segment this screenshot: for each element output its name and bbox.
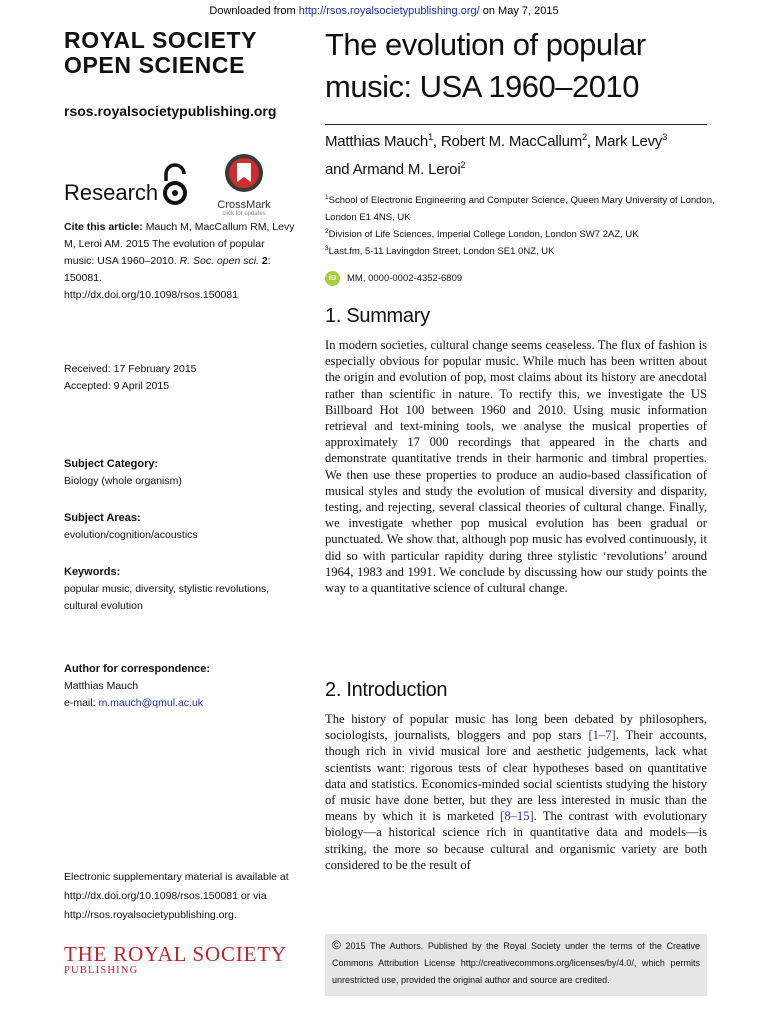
cite-pages: : 150081.	[64, 255, 271, 284]
download-suffix: on May 7, 2015	[479, 5, 559, 17]
author-separator: ,	[432, 133, 441, 150]
author-list	[325, 128, 715, 184]
download-link[interactable]: http://rsos.royalsocietypublishing.org/	[298, 5, 480, 17]
article-type-label: Research	[64, 180, 159, 205]
affiliations	[325, 192, 715, 260]
correspondence-label: Author for correspondence:	[64, 663, 211, 675]
subject-areas-value: evolution/cognition/acoustics	[64, 529, 198, 541]
license-box	[325, 934, 707, 996]
crossmark-icon	[224, 152, 264, 194]
license-text: 2015 The Authors. Published by the Royal Society under the terms of the Creative Commons Attribution License http://creativecommons.org/licenses/by/4.0/, which permits unrestricted use, provided the original author and source are credited.	[332, 941, 700, 985]
intro-text-part: . Their accounts, though rich in vivid musical lore and aesthetic judgements, lack what scientists want: rigorous tests of clear hypotheses based on quantitative data and statistics. Economics-minded social scientists studying the history of music have done better, but they are less interested in music than the means by which it is marketed	[325, 728, 708, 824]
reference-link[interactable]: [1–7]	[588, 728, 616, 743]
download-notice	[0, 5, 768, 17]
cite-journal: R. Soc. open sci.	[179, 255, 259, 267]
cite-doi[interactable]: http://dx.doi.org/10.1098/rsos.150081	[64, 289, 238, 301]
journal-brand	[64, 28, 257, 78]
crossmark-badge[interactable]	[214, 152, 274, 218]
affiliation-text: Division of Life Sciences, Imperial College London, London SW7 2AZ, UK	[328, 229, 639, 240]
author-name: Robert M. MacCallum	[440, 133, 583, 150]
affiliation-text: School of Electronic Engineering and Computer Science, Queen Mary University of London, London E1 4NS, UK	[325, 195, 715, 223]
dates-block	[64, 361, 296, 395]
crossmark-sublabel: click for updates	[222, 211, 266, 217]
open-access-icon	[158, 163, 192, 207]
brand-line-2: OPEN SCIENCE	[64, 52, 246, 78]
summary-paragraph: In modern societies, cultural change seems ceaseless. The flux of fashion is especially obvious for popular music. While much has been written about the origin and evolution of pop, most claims about its history are anecdotal rather than scientific in nature. To rectify this, we investigate the US Billboard Hot 100 between 1960 and 2010. Using music information retrieval and text-mining tools, we analyse the musical properties of approximately 17 000 recordings that appeared in the charts and demonstrate quantitative trends in their harmonic and timbral properties. We then use these properties to produce an audio-based classification of musical styles and study the evolution of musical diversity and disparity, testing, and rejecting, several classical theories of cultural change. Finally, we investigate whether pop musical evolution has been gradual or punctuated. We show that, although pop music has evolved continuously, it did so with particular rapidity during three stylistic ‘revolutions’ around 1964, 1983 and 1991. We conclude by discussing how our study points the way to a quantitative science of cultural change.	[325, 338, 707, 596]
download-prefix: Downloaded from	[209, 5, 299, 17]
orcid-icon: iD	[325, 271, 340, 286]
affiliation-item	[325, 192, 715, 226]
correspondence-email[interactable]: m.mauch@qmul.ac.uk	[98, 697, 204, 709]
author-name: Armand M. Leroi	[352, 161, 461, 178]
affiliation-mark: 2	[325, 227, 329, 235]
keywords-value: popular music, diversity, stylistic revolutions, cultural evolution	[64, 583, 270, 612]
author-affiliation-mark: 2	[582, 132, 587, 142]
crossmark-label: CrossMark	[217, 199, 271, 211]
author-name: Mark Levy	[594, 133, 663, 150]
title-divider	[325, 124, 707, 125]
orcid-text: MM, 0000-0002-4352-6809	[347, 273, 463, 284]
publisher-line-2: PUBLISHING	[64, 965, 139, 976]
affiliation-item	[325, 226, 715, 243]
keywords	[64, 564, 289, 615]
introduction-text	[325, 711, 707, 873]
intro-text-part: The history of popular music has long been debated by philosophers, sociologists, journalists, bloggers and pop stars	[325, 712, 707, 743]
cite-text: Mauch M, MacCallum RM, Levy M, Leroi AM. 2015 The evolution of popular music: USA 1960–2010.	[64, 221, 295, 267]
subject-areas-label: Subject Areas:	[64, 512, 141, 524]
author-affiliation-mark: 1	[428, 132, 433, 142]
affiliation-mark: 1	[325, 193, 329, 201]
publisher-line-1: THE ROYAL SOCIETY	[64, 942, 287, 966]
publisher-logo	[64, 943, 287, 977]
correspondence-name: Matthias Mauch	[64, 680, 139, 692]
author-and: and	[325, 161, 353, 178]
subject-category	[64, 456, 296, 490]
summary-text	[325, 337, 707, 596]
cite-volume: 2	[258, 255, 268, 267]
correspondence-block	[64, 661, 296, 712]
introduction-heading: 2. Introduction	[325, 679, 448, 701]
subject-category-value: Biology (whole organism)	[64, 475, 182, 487]
reference-link[interactable]: [8–15]	[500, 809, 534, 824]
affiliation-mark: 3	[325, 244, 329, 252]
subject-category-label: Subject Category:	[64, 458, 159, 470]
cite-label: Cite this article:	[64, 221, 143, 233]
brand-line-1: ROYAL SOCIETY	[64, 27, 258, 53]
author-separator: ,	[586, 133, 595, 150]
received-date: Received: 17 February 2015	[64, 363, 197, 375]
orcid-line[interactable]	[325, 271, 462, 286]
journal-site-url[interactable]: rsos.royalsocietypublishing.org	[64, 103, 277, 119]
intro-text-part: . The contrast with evolutionary biology—a historical science rich in quantitative data and models—is striking, the more so because cultural and organismic variety are both considered to be the result of	[325, 809, 707, 872]
accepted-date: Accepted: 9 April 2015	[64, 380, 170, 392]
supplementary-note: Electronic supplementary material is available at http://dx.doi.org/10.1098/rsos.150081 or via http://rsos.royalsocietypublishing.org.	[64, 871, 289, 921]
affiliation-item	[325, 243, 715, 260]
author-affiliation-mark: 2	[460, 160, 466, 170]
article-title: The evolution of popular music: USA 1960–2010	[325, 27, 646, 104]
affiliation-text: Last.fm, 5-11 Lavingdon Street, London SE1 0NZ, UK	[328, 246, 555, 257]
email-label: e-mail:	[64, 697, 99, 709]
citation-block	[64, 219, 296, 304]
copyright-symbol: ©	[332, 938, 341, 952]
keywords-label: Keywords:	[64, 566, 121, 578]
introduction-paragraph	[325, 711, 707, 873]
author-affiliation-mark: 3	[662, 132, 668, 142]
author-name: Matthias Mauch	[325, 133, 429, 150]
summary-heading: 1. Summary	[325, 305, 430, 327]
subject-areas	[64, 510, 296, 544]
